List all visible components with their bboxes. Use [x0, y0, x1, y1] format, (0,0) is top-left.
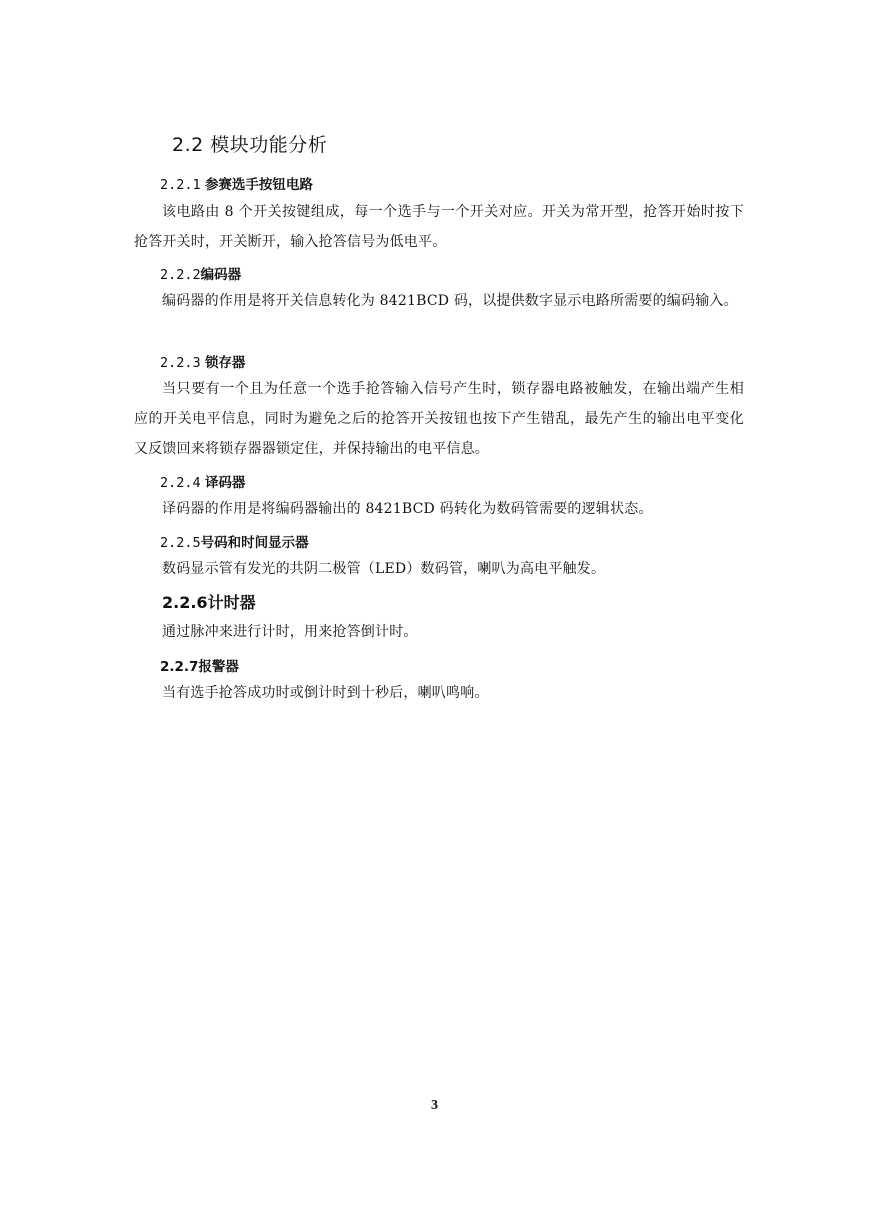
subsection-heading-2-2-2 [160, 263, 241, 283]
page-number: 3 [431, 1098, 438, 1113]
subsection-name: 号码和时间显示器 [200, 535, 309, 551]
subsection-heading-2-2-3 [160, 351, 245, 371]
subsection-paragraph-2-2-1: 该电路由 8 个开关按键组成，每一个选手与一个开关对应。开关为常开型，抢答开始时按下抢答开关时，开关断开，输入抢答信号为低电平。 [134, 204, 744, 250]
subsection-number: 2.2.1 [160, 177, 201, 193]
subsection-name: 编码器 [200, 267, 242, 283]
subsection-number: 2.2.7 [160, 659, 199, 675]
subsection-name: 报警器 [198, 659, 239, 675]
subsection-number: 2.2.4 [160, 475, 201, 491]
subsection-heading-2-2-4 [160, 471, 245, 491]
subsection-heading-2-2-5 [160, 531, 309, 551]
subsection-name: 计时器 [207, 593, 256, 612]
subsection-paragraph-2-2-4: 译码器的作用是将编码器输出的 8421BCD 码转化为数码管需要的逻辑状态。 [162, 501, 653, 517]
subsection-heading-2-2-6 [162, 590, 256, 613]
subsection-number: 2.2.5 [160, 535, 201, 551]
subsection-name: 译码器 [204, 475, 246, 491]
subsection-number: 2.2.2 [160, 267, 201, 283]
subsection-paragraph-2-2-5: 数码显示管有发光的共阴二极管（LED）数码管，喇叭为高电平触发。 [162, 561, 606, 577]
subsection-name: 锁存器 [204, 355, 246, 371]
subsection-number: 2.2.6 [162, 593, 208, 612]
subsection-paragraph-2-2-6: 通过脉冲来进行计时，用来抢答倒计时。 [162, 624, 418, 640]
subsection-name: 参赛选手按钮电路 [204, 177, 313, 193]
subsection-heading-2-2-7 [160, 655, 239, 675]
subsection-number: 2.2.3 [160, 355, 201, 371]
subsection-paragraph-2-2-3: 当只要有一个且为任意一个选手抢答输入信号产生时，锁存器电路被触发，在输出端产生相应的开关电平信息，同时为避免之后的抢答开关按钮也按下产生错乱，最先产生的输出电平变化又反馈回来将锁存器器锁定住，并保持输出的电平信息。 [134, 381, 744, 457]
subsection-paragraph-2-2-2: 编码器的作用是将开关信息转化为 8421BCD 码，以提供数字显示电路所需要的编码输入。 [162, 293, 738, 309]
section-title: 2.2 模块功能分析 [172, 134, 328, 156]
subsection-heading-2-2-1 [160, 173, 313, 193]
subsection-paragraph-2-2-7: 当有选手抢答成功时或倒计时到十秒后，喇叭鸣响。 [162, 685, 489, 701]
